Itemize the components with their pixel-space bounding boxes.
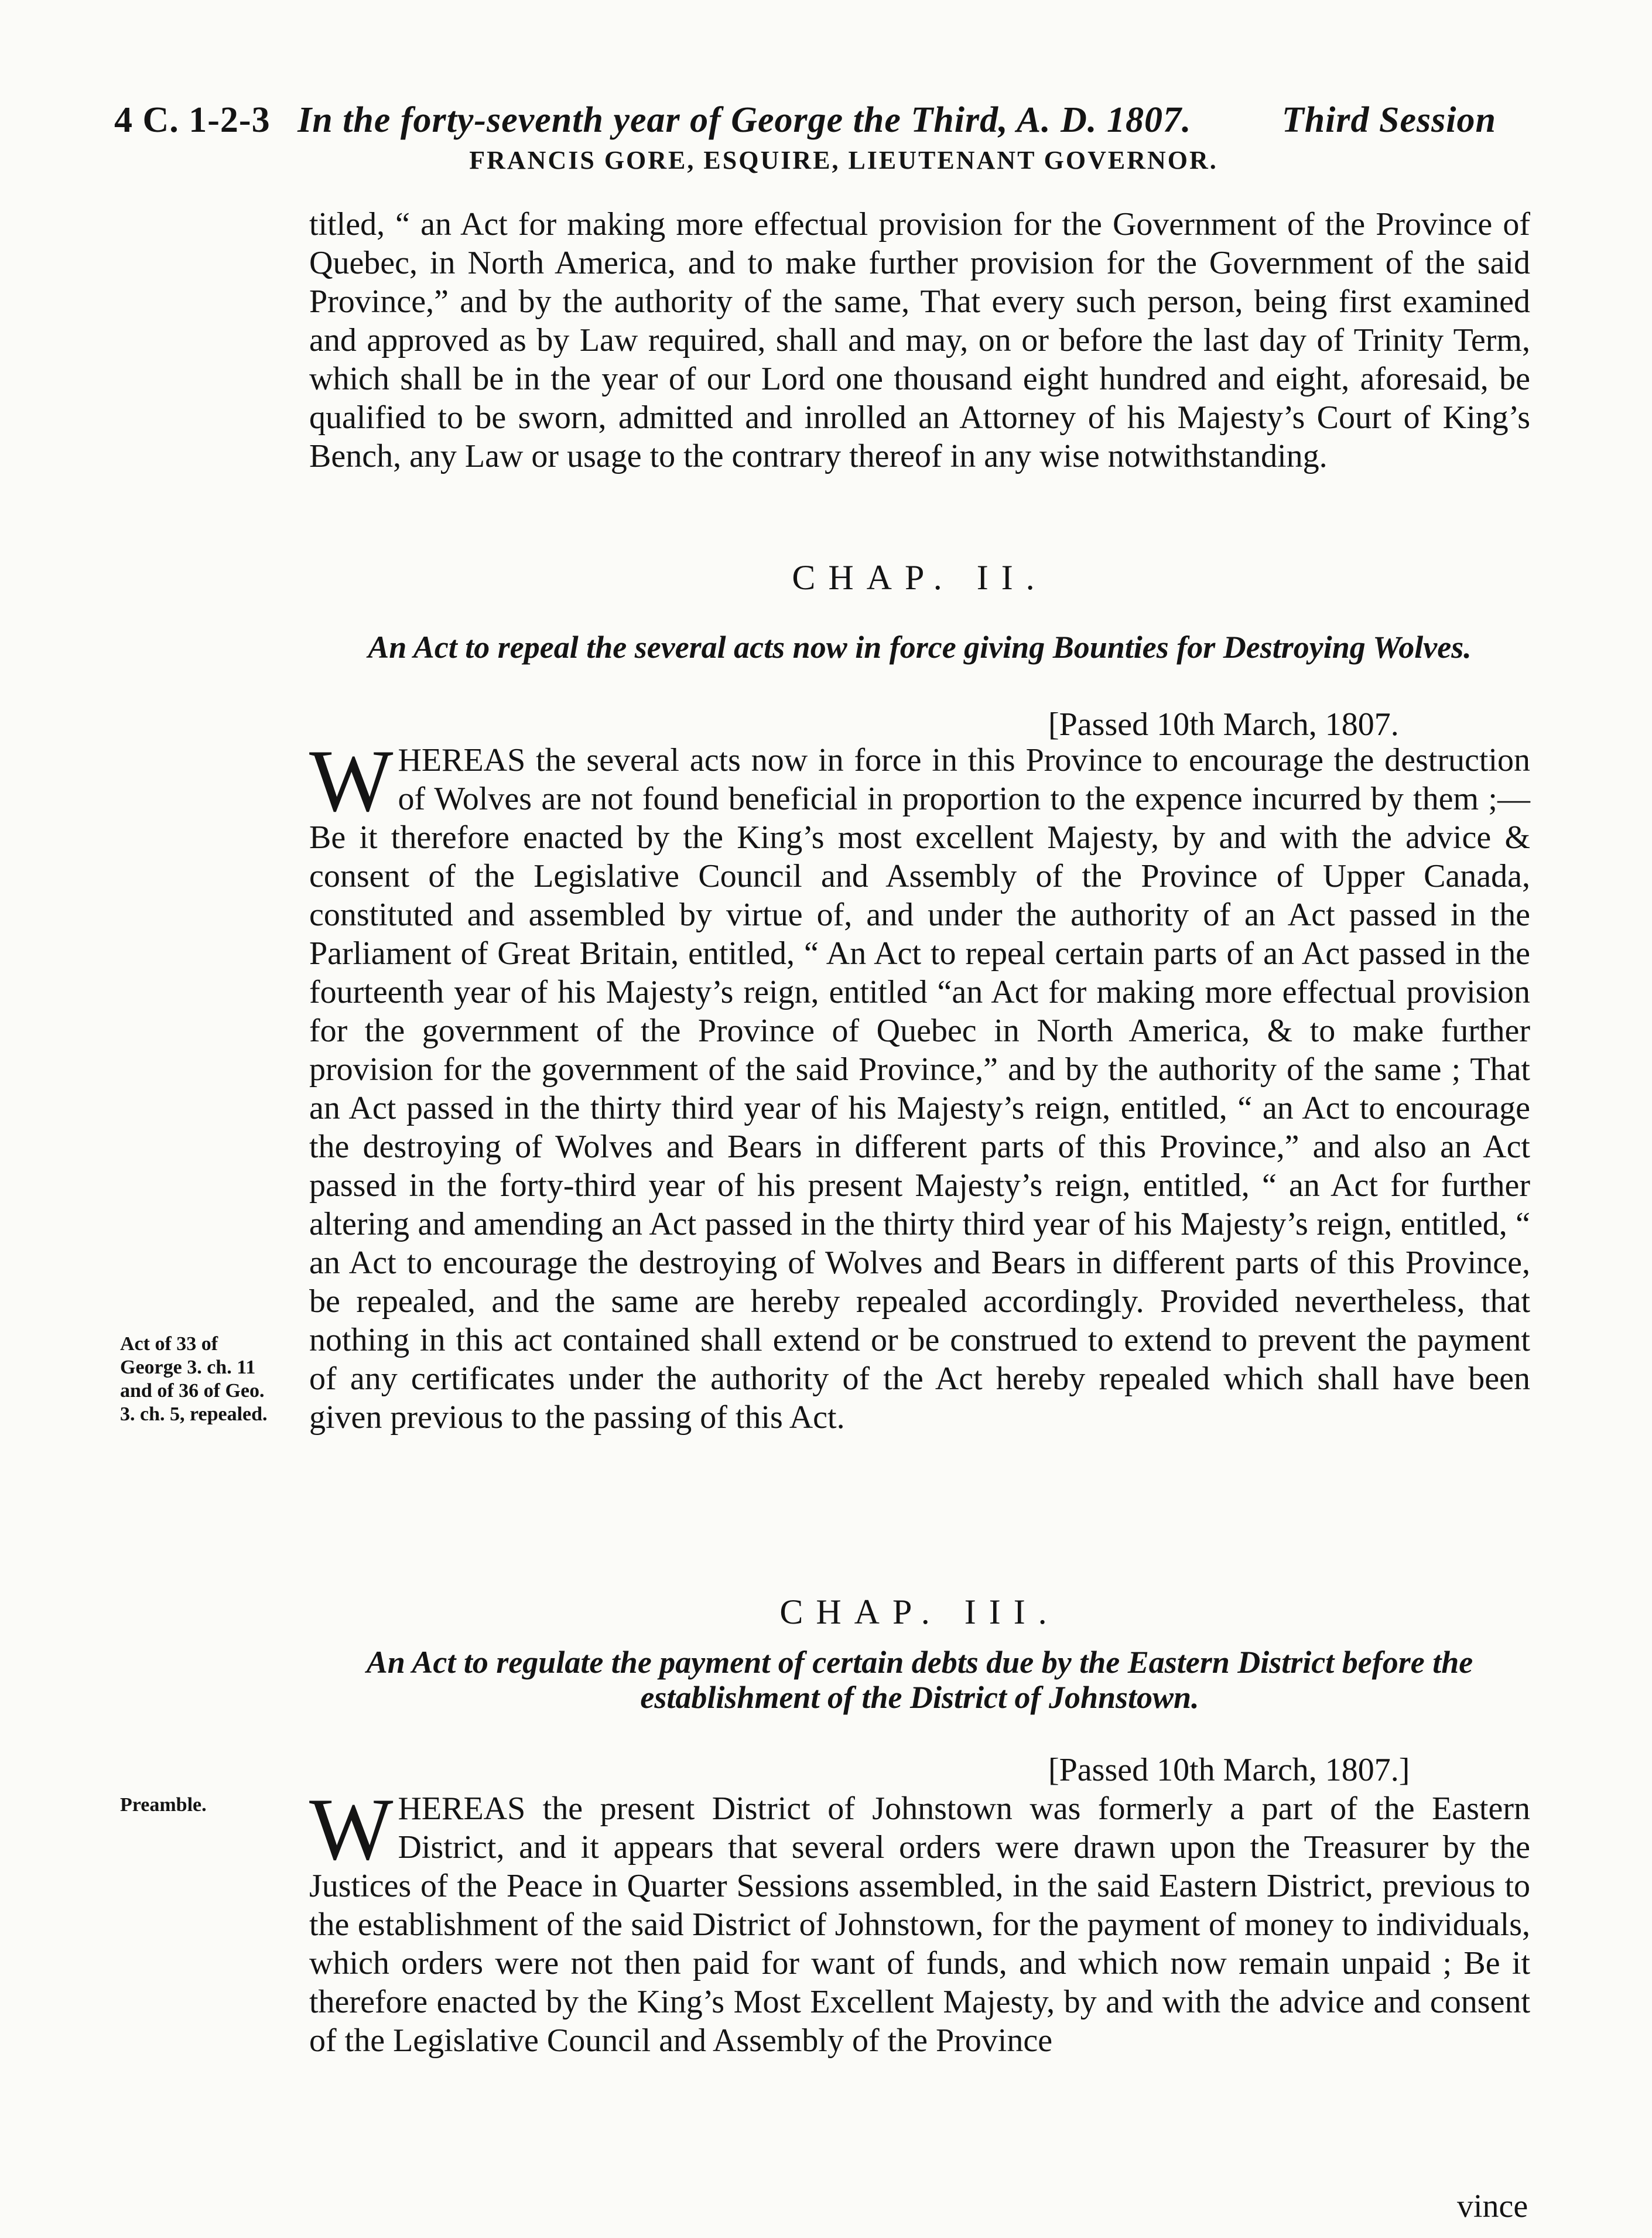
chapter-3-margin-note: Preamble.: [120, 1794, 207, 1816]
running-title: In the forty-seventh year of George the Third, A. D. 1807.: [297, 100, 1192, 140]
chapter-2-dropcap: W: [309, 732, 394, 830]
chapter-2-title: An Act to repeal the several acts now in force giving Bounties for Destroying Wolves.: [368, 630, 1472, 665]
chapter-3-text: HEREAS the present District of Johnstown was formerly a part of the Eastern District, and it appears that several orders were drawn upon the Treasurer by the Justices of the Peace in Quarter Sessions assembled, in the said Eastern District, previous to the establishment of the said District of Johnstown, for the payment of money to individuals, which orders were not then paid for want of funds, and which now remain unpaid ; Be it therefore enacted by the King’s Most Excellent Majesty, by and with the advice and consent of the Legislative Council and Assembly of the Province: [309, 1791, 1530, 2059]
chapter-3-body: [309, 1780, 1530, 2060]
chapter-2-passed-date: [Passed 10th March, 1807.: [1048, 706, 1399, 743]
continuation-paragraph: titled, “ an Act for making more effectual provision for the Government of the Province of Quebec, in North America, and to make further provision for the Government of the said Province,” and by the authority of the same, That every such person, being first examined and approved as by Law required, shall and may, on or before the last day of Trinity Term, which shall be in the year of our Lord one thousand eight hundred and eight, aforesaid, be qualified to be sworn, admitted and inrolled an Attorney of his Majesty’s Court of King’s Bench, any Law or usage to the contrary thereof in any wise notwithstanding.: [309, 206, 1530, 474]
governor-subhead: FRANCIS GORE, ESQUIRE, LIEUTENANT GOVERNOR.: [469, 146, 1218, 175]
chapter-2-body: [309, 732, 1530, 1437]
chapter-3-passed-date: [Passed 10th March, 1807.]: [1048, 1752, 1410, 1788]
catchword: vince: [1457, 2188, 1528, 2225]
folio: 4 C. 1-2-3: [114, 100, 271, 140]
chapter-2-text: HEREAS the several acts now in force in this Province to encourage the destruction of Wolves are not found beneficial in proportion to the expence incurred by them ;—Be it therefore enacted by the King’s most excellent Majesty, by and with the advice & consent of the Legislative Council and Assembly of the Province of Upper Canada, constituted and assembled by virtue of, and under the authority of an Act passed in the Parliament of Great Britain, entitled, “ An Act to repeal certain parts of an Act passed in the fourteenth year of his Majesty’s reign, entitled “an Act for making more effectual provision for the government of the Province of Quebec in North America, & to make further provision for the government of the said Province,” and by the authority of the same ; That an Act passed in the thirty third year of his Majesty’s reign, entitled, “ an Act to encourage the destroying of Wolves and Bears in different parts of this Province,” and also an Act passed in the forty-third year of his present Majesty’s reign, entitled, “ an Act for further altering and amending an Act passed in the thirty third year of his Majesty’s reign, entitled, “ an Act to encourage the destroying of Wolves and Bears in different parts of this Province, be repealed, and the same are hereby repealed accordingly. Provided nevertheless, that nothing in this act contained shall extend or be construed to extend to prevent the payment of any certificates under the authority of the Act hereby repealed which shall have been given previous to the passing of this Act.: [309, 742, 1530, 1436]
chapter-2-heading: CHAP. II.: [792, 558, 1048, 597]
chapter-2-margin-note: Act of 33 of George 3. ch. 11 and of 36 of Geo. 3. ch. 5, repealed.: [120, 1333, 268, 1425]
session-label: Third Session: [1281, 100, 1496, 140]
chapter-3-dropcap: W: [309, 1780, 394, 1878]
running-head: [114, 100, 1496, 141]
chapter-3-title: An Act to regulate the payment of certain debts due by the Eastern District before the establishment of the District of Johnstown.: [366, 1645, 1473, 1715]
chapter-3-heading: CHAP. III.: [779, 1593, 1060, 1631]
